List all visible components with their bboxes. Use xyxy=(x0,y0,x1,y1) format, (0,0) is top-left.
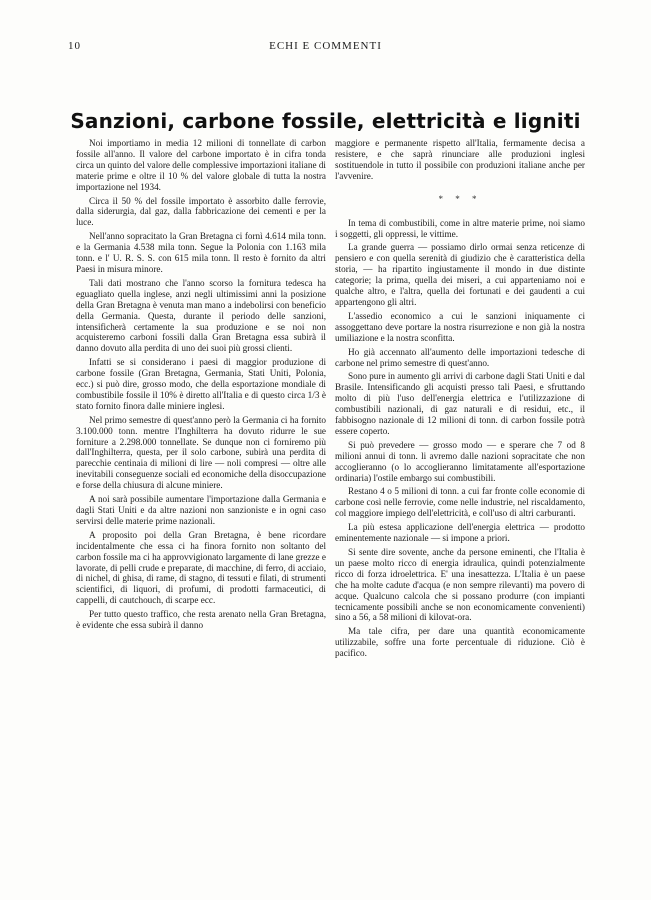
paragraph: La più estesa applicazione dell'energia elettrica — prodotto eminentemente nazionale — si impone a priori. xyxy=(335,522,585,544)
paragraph: Sono pure in aumento gli arrivi di carbone dagli Stati Uniti e dal Brasile. Intensificando gli acquisti presso tali Paesi, e sfruttando molto di più l'uso dell'energia elettrica e l'utilizzazione di combustibili nazionali, di gaz naturali e di residui, etc., il fabbisogno nazionale di 12 milioni di tonn. di carbon fossile potrà essere coperto. xyxy=(335,371,585,436)
paragraph: Circa il 50 % del fossile importato è assorbito dalle ferrovie, dalla siderurgia, dal gaz, dalla fabbricazione dei cementi e per la luce. xyxy=(76,195,326,228)
left-column xyxy=(76,138,326,631)
paragraph: A noi sarà possibile aumentare l'importazione dalla Germania e dagli Stati Uniti e da altre nazioni non sanzioniste e in ogni caso servirsi delle materie prime nazionali. xyxy=(76,494,326,526)
paragraph: Tali dati mostrano che l'anno scorso la fornitura tedesca ha eguagliato quella inglese, anzi negli ultimissimi anni la posizione della Gran Bretagna è venuta man mano a indebolirsi con beneficio della Germania. Questa, durante il periodo delle sanzioni, intensificherà certamente la sua produzione e se noi non acquisteremo carboni fossili dalla Gran Bretagna essa subirà il danno dovuto alla perdita di uno dei suoi più grossi clienti. xyxy=(76,277,326,354)
section-separator: * * * xyxy=(438,193,482,204)
paragraph: Nell'anno sopracitato la Gran Bretagna ci fornì 4.614 mila tonn. e la Germania 4.538 mila tonn. Segue la Polonia con 1.163 mila tonn. e l' U. R. S. S. con 615 mila tonn. Il resto è fornito da altri Paesi in misura minore. xyxy=(76,231,326,274)
article-title: Sanzioni, carbone fossile, elettricità e ligniti xyxy=(70,109,581,134)
paragraph: Nel primo semestre di quest'anno però la Germania ci ha fornito 3.100.000 tonn. mentre l'Inghilterra ha dovuto ridurre le sue forniture a 2.298.000 tonnellate. Se dunque non ci forniremo più dall'Inghilterra, questa, per il solo carbone, subirà una perdita di parecchie centinaia di milioni di lire — noli compresi — oltre alle inevitabili conseguenze sociali ed economiche della disoccupazione e forse della chiusura di alcune miniere. xyxy=(76,414,326,491)
paragraph: In tema di combustibili, come in altre materie prime, noi siamo i soggetti, gli oppressi, le vittime. xyxy=(335,217,585,239)
paragraph: Ma tale cifra, per dare una quantità economicamente utilizzabile, soffre una forte percentuale di riduzione. Ciò è pacifico. xyxy=(335,626,585,659)
right-column xyxy=(335,138,585,659)
page-number: 10 xyxy=(68,40,81,52)
paragraph: Si può prevedere — grosso modo — e sperare che 7 od 8 milioni annui di tonn. li avremo dalle nazioni sopracitate che non accoglieranno (o lo accoglieranno limitatamente all'esportazione ordinaria) l'ostile embargo sui combustibili. xyxy=(335,439,585,483)
running-title: ECHI E COMMENTI xyxy=(269,40,382,52)
paragraph: Noi importiamo in media 12 milioni di tonnellate di carbon fossile all'anno. Il valore del carbone importato è in cifra tonda circa un quinto del valore delle complessive importazioni italiane di materie prime e oltre il 10 % del valore globale di tutta la nostra importazione nel 1934. xyxy=(76,138,326,192)
paragraph: Si sente dire sovente, anche da persone eminenti, che l'Italia è un paese molto ricco di energia idraulica, quindi potenzialmente ricco di forza idroelettrica. E' una inesattezza. L'Italia è un paese che ha molte cadute d'acqua (e non sempre rilevanti) ma povero di acque. Qualcuno calcola che si possano produrre (con impianti tecnicamente possibili anche se non economicamente convenienti) sino a 56, a 58 milioni di kilovat-ora. xyxy=(335,547,585,623)
paragraph: A proposito poi della Gran Bretagna, è bene ricordare incidentalmente che essa ci ha finora fornito non soltanto del carbon fossile ma ci ha approvvigionato largamente di lane grezze e lavorate, di pelli crude e preparate, di macchine, di ferro, di acciaio, di nichel, di ghisa, di rame, di stagno, di tessuti e filati, di strumenti scientifici, di liquori, di profumi, di prodotti farmaceutici, di cappelli, di cautchouch, di scarpe ecc. xyxy=(76,529,326,606)
paragraph: Ho già accennato all'aumento delle importazioni tedesche di carbone nel primo semestre di quest'anno. xyxy=(335,346,585,368)
paragraph: La grande guerra — possiamo dirlo ormai senza reticenze di pensiero e con quella serenità di giudizio che è caratteristica della storia, — ha ripartito ingiustamente il mondo in due distinte categorie; la prima, quella dei miseri, a cui apparteniamo noi e qualche altro, e l'altra, quella dei fortunati e dei gaudenti a cui appartengono gli altri. xyxy=(335,242,585,307)
paragraph: Restano 4 o 5 milioni di tonn. a cui far fronte colle economie di carbone così nelle ferrovie, come nelle industrie, nel riscaldamento, col maggiore impiego dell'elettricità, e coll'uso di altri carburanti. xyxy=(335,486,585,519)
paragraph-continuation: maggiore e permanente rispetto all'Italia, fermamente decisa a resistere, e che saprà rinunciare alle produzioni inglesi sostituendole in tutto il possibile con produzioni italiane anche per l'avvenire. xyxy=(335,138,585,181)
paragraph: Per tutto questo traffico, che resta arenato nella Gran Bretagna, è evidente che essa subirà il danno xyxy=(76,609,326,631)
running-head xyxy=(68,40,583,56)
paragraph: Infatti se si considerano i paesi di maggior produzione di carbone fossile (Gran Bretagna, Germania, Stati Uniti, Polonia, ecc.) si può dire, grosso modo, che della esportazione mondiale di combustibile fossile il 10% è diretto all'Italia e di questo circa 1/3 è stato fornito finora dalle miniere inglesi. xyxy=(76,357,326,411)
paragraph: L'assedio economico a cui le sanzioni iniquamente ci assoggettano deve portare la nostra risurrezione e non già la nostra umiliazione e la nostra sconfitta. xyxy=(335,310,585,343)
